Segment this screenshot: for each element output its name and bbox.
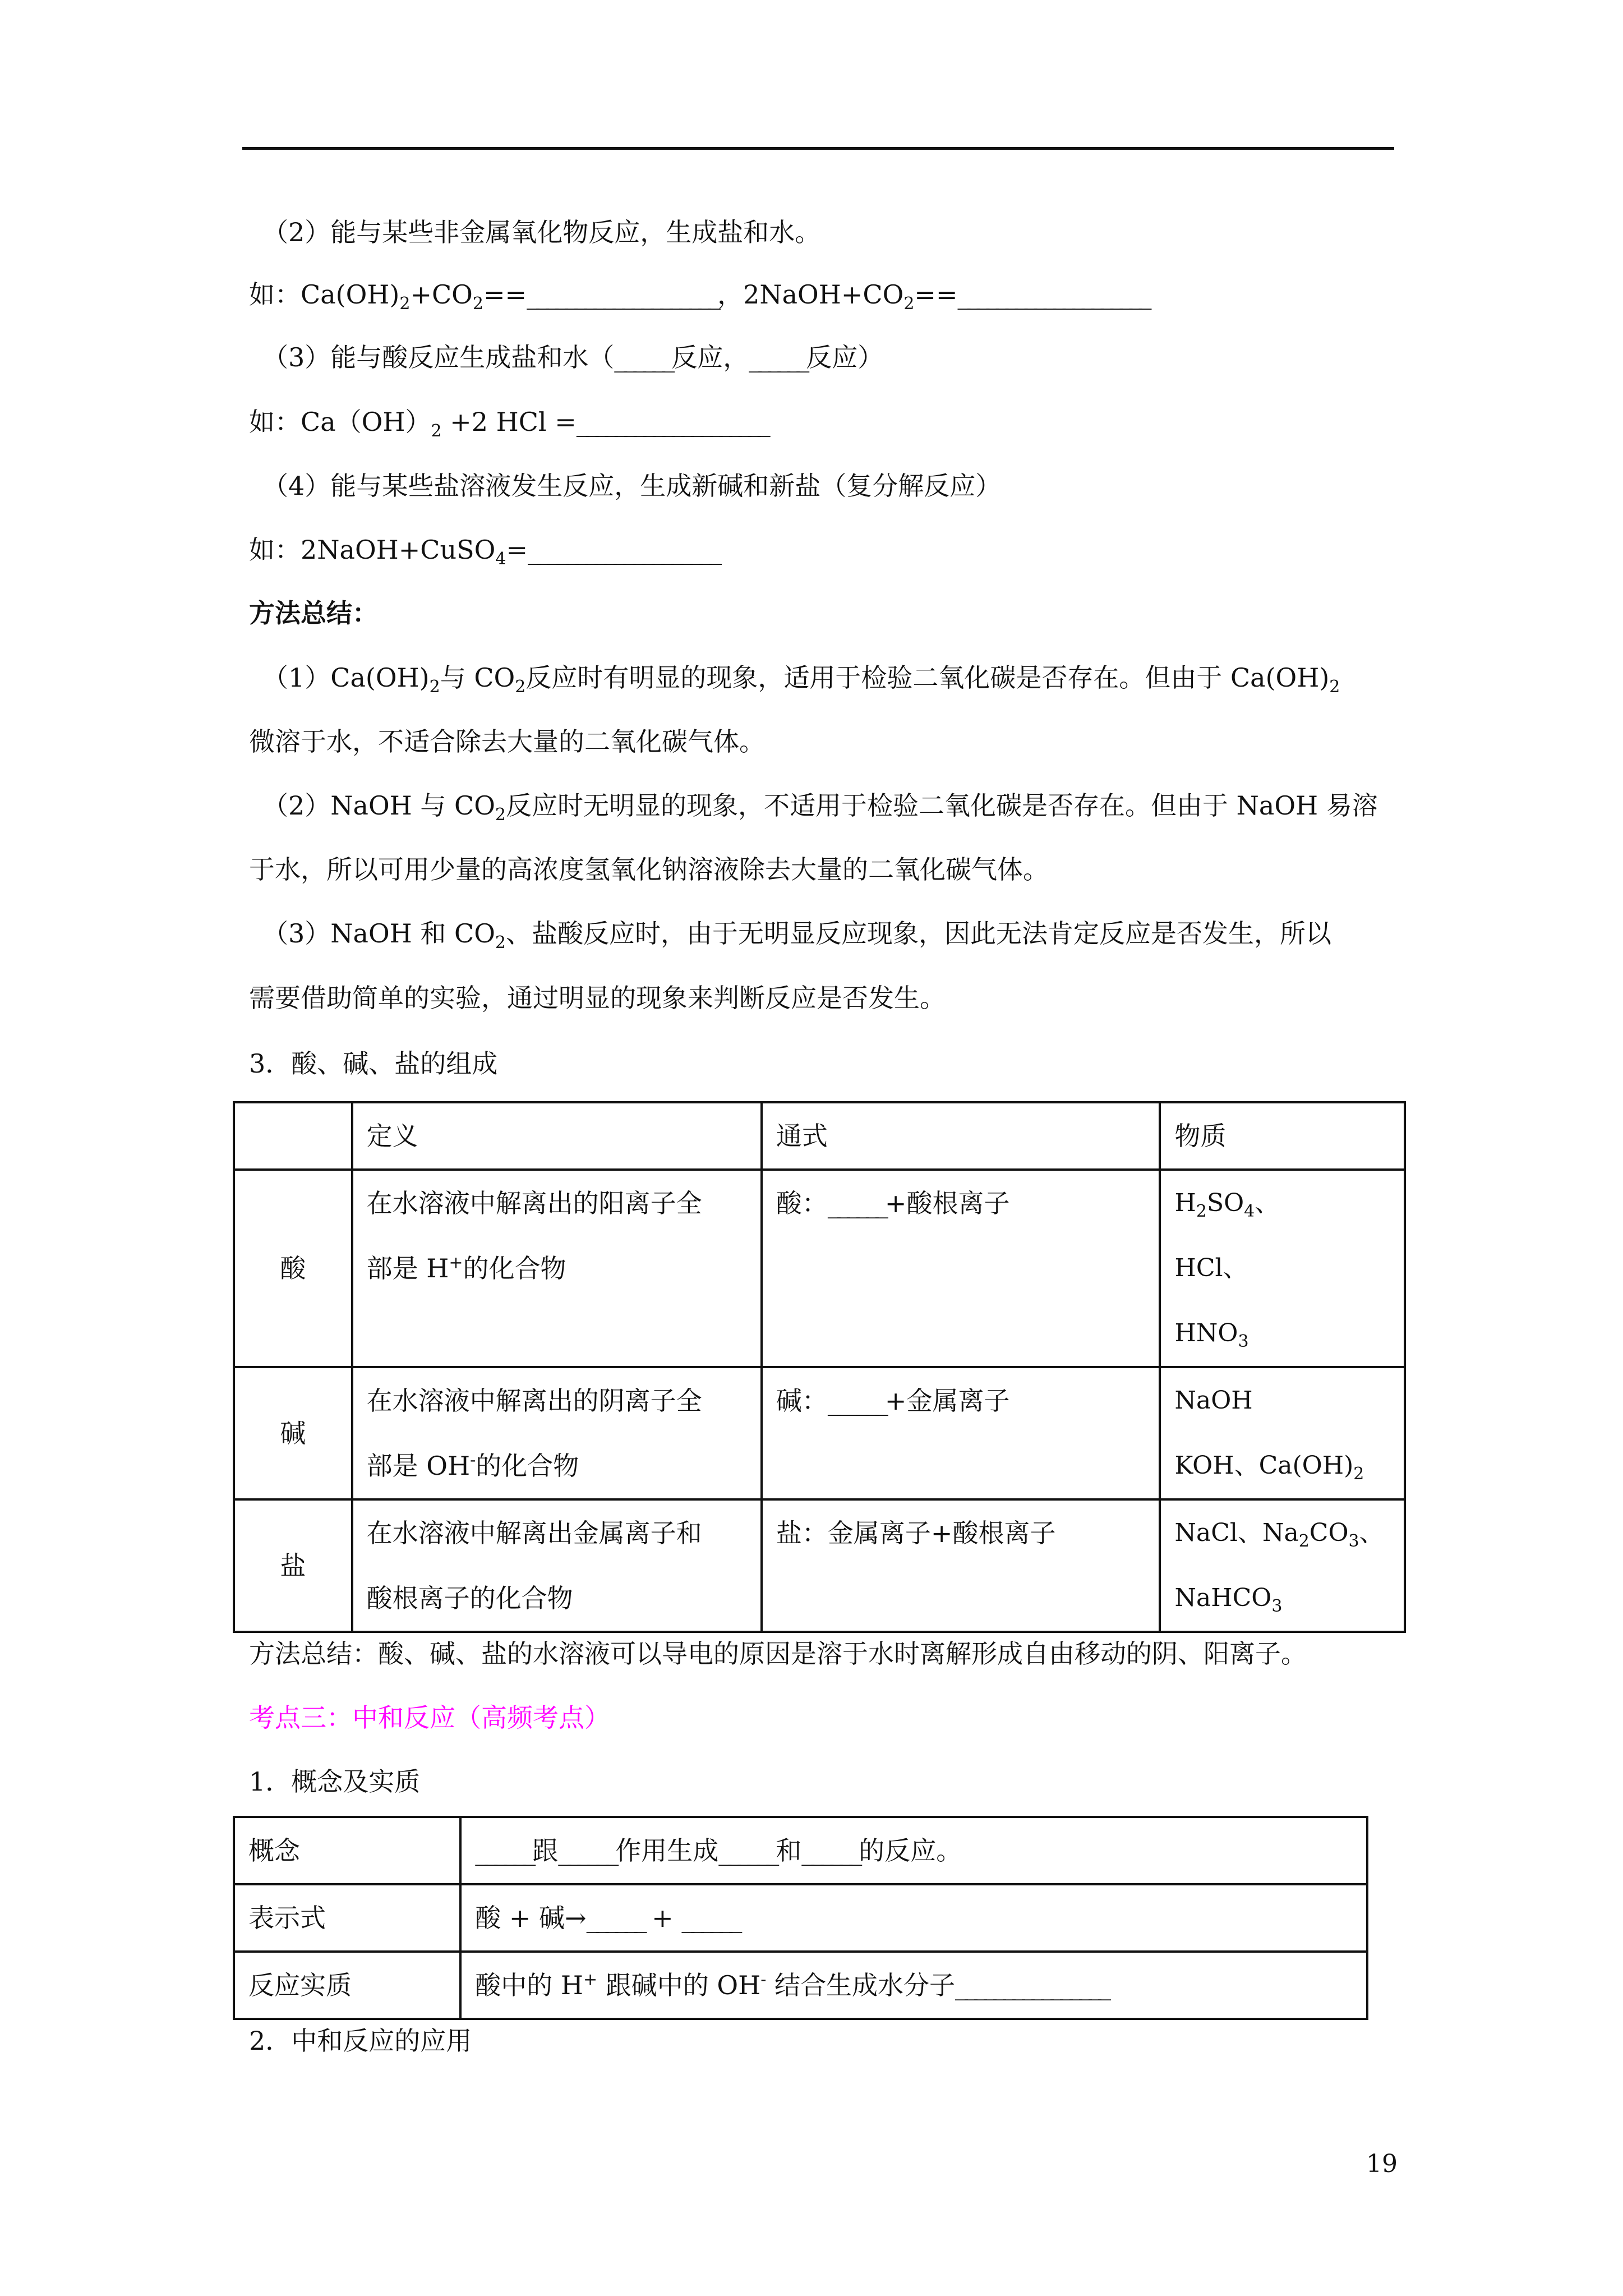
table-row (234, 1884, 1367, 1952)
acid-base-salt-table (233, 1101, 1406, 1633)
section-heading: 3．酸、碱、盐的组成 (249, 1048, 498, 1079)
definition-cell: 在水溶液中解离出金属离子和 酸根离子的化合物 (352, 1499, 762, 1632)
text-line: 如：$Ca(OH)_2 +2$ HCl =____________________ (249, 407, 767, 441)
fill-blank: ______ (749, 342, 806, 372)
formula-cell: 酸：______+酸根离子 (762, 1170, 1160, 1367)
section-heading: 1．概念及实质 (249, 1766, 421, 1797)
category-cell: 碱 (234, 1367, 352, 1499)
table-header-cell: 通式 (762, 1102, 1160, 1170)
text-line: （3）NaOH 和 $CO_2$、盐酸反应时，由于无明显反应现象，因此无法肯定反应是否发生，所以 (262, 918, 1332, 953)
fill-blank: ______ (614, 342, 672, 372)
text-line: 如：$Ca(OH)_2+CO_2==\_\_\_\_\_\_\_\_\_\_\_\_\_\_\_\_\_\_\_\_$，$2NaOH+CO_2==\_\_\_\_\_\_\_\_\_\_\_\_\_\_\_\_\_\_\_\_$ (249, 279, 1149, 314)
category-cell: 酸 (234, 1170, 352, 1367)
fill-blank: ____________________ (957, 279, 1149, 310)
neutralization-concept-table (233, 1816, 1368, 2020)
formula-cell: 碱：______+金属离子 (762, 1367, 1160, 1499)
section-heading: 2．中和反应的应用 (249, 2026, 472, 2056)
substance-cell: NaOH KOH、$Ca(OH)_2$ (1160, 1367, 1405, 1499)
row-content: ______跟______作用生成______和______的反应。 (460, 1817, 1367, 1884)
row-content: 酸中的 H+ 跟碱中的 OH- 结合生成水分子________________ (460, 1952, 1367, 2019)
definition-cell: 在水溶液中解离出的阴离子全 部是 OH-的化合物 (352, 1367, 762, 1499)
row-content: 酸 + 碱→______ + ______ (460, 1884, 1367, 1952)
text-line: 于水，所以可用少量的高浓度氢氧化钠溶液除去大量的二氧化碳气体。 (249, 854, 1049, 885)
fill-blank: ____________________ (576, 407, 767, 437)
substance-cell: NaCl、$Na_2CO_3$、 NaHCO$_3$ (1160, 1499, 1405, 1632)
table-header-cell: 物质 (1160, 1102, 1405, 1170)
fill-blank: ____________________ (528, 535, 718, 565)
text-line: 如：2NaOH+CuSO$_4$=____________________ (249, 535, 718, 569)
text-line: （4）能与某些盐溶液发生反应，生成新碱和新盐（复分解反应） (262, 471, 1002, 501)
text-line: 需要借助简单的实验，通过明显的现象来判断反应是否发生。 (249, 983, 946, 1013)
row-label: 概念 (234, 1817, 460, 1884)
text-line: （2）能与某些非金属氧化物反应，生成盐和水。 (262, 217, 821, 247)
text-line: 方法总结：酸、碱、盐的水溶液可以导电的原因是溶于水时离解形成自由移动的阴、阳离子。 (249, 1639, 1307, 1669)
fill-blank: ____________________ (527, 279, 718, 310)
substance-cell: $H_2SO_4$、 HCl、 $HNO_3$ (1160, 1170, 1405, 1367)
text-line: 微溶于水，不适合除去大量的二氧化碳气体。 (249, 726, 765, 757)
page-number: 19 (1366, 2150, 1398, 2178)
text-line: $(1)Ca(OH)_2$与 $CO_2$反应时有明显的现象，适用于检验二氧化碳是否存在。但由于 $Ca(OH)_2$ (262, 662, 1340, 697)
table-row (234, 1817, 1367, 1884)
category-cell: 盐 (234, 1499, 352, 1632)
table-row (234, 1952, 1367, 2019)
row-label: 表示式 (234, 1884, 460, 1952)
table-row (234, 1367, 1405, 1499)
section-heading: 方法总结： (249, 598, 378, 628)
text-line: （3）能与酸反应生成盐和水（______反应，______反应） (262, 342, 884, 372)
table-header-cell (234, 1102, 352, 1170)
table-header-cell: 定义 (352, 1102, 762, 1170)
row-label: 反应实质 (234, 1952, 460, 2019)
header-rule (242, 147, 1394, 150)
section-heading: 考点三：中和反应（高频考点） (249, 1703, 610, 1733)
formula-cell: 盐：金属离子+酸根离子 (762, 1499, 1160, 1632)
table-row (234, 1499, 1405, 1632)
definition-cell: 在水溶液中解离出的阳离子全 部是 H+的化合物 (352, 1170, 762, 1367)
text-line: （2）NaOH 与 $CO_2$反应时无明显的现象，不适用于检验二氧化碳是否存在。但由于 NaOH 易溶 (262, 790, 1378, 825)
table-row (234, 1170, 1405, 1367)
table-header-row (234, 1102, 1405, 1170)
